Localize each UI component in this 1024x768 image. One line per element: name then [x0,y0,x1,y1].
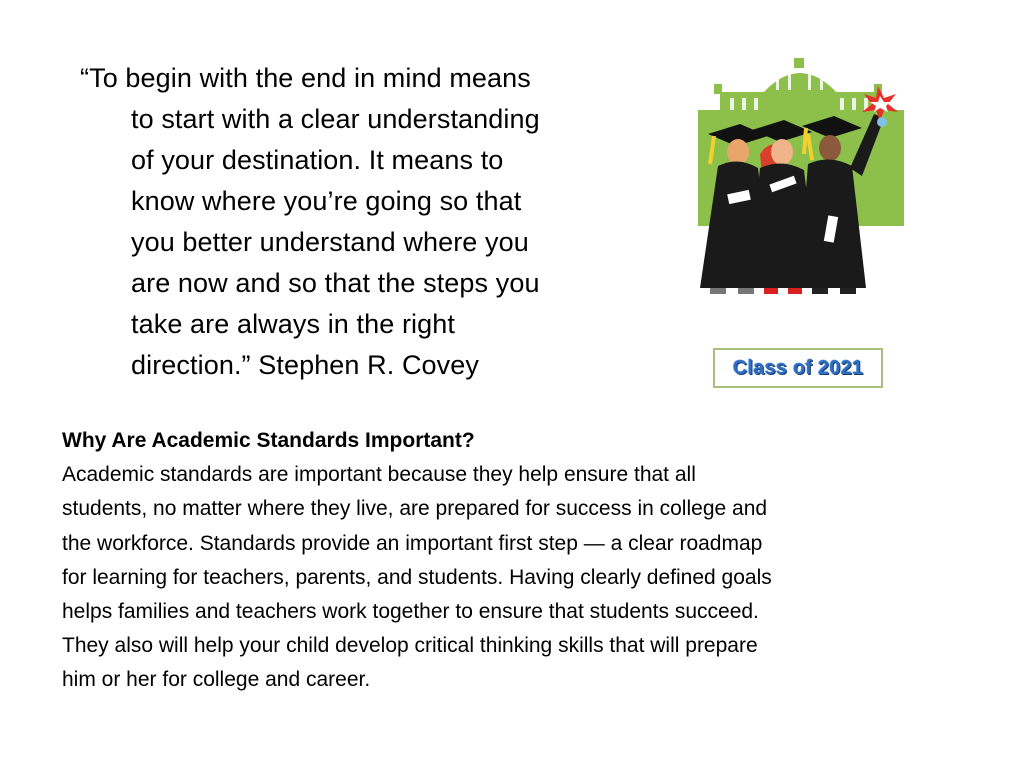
quote-line: you better understand where you [131,227,529,257]
article-line: for learning for teachers, parents, and students. Having clearly defined goals [62,565,772,589]
class-badge-label: Class of 2021 [732,356,864,379]
article-line: students, no matter where they live, are prepared for success in college and [62,497,768,521]
quote-line: “To begin with the end in mind means [80,63,531,93]
article-line: They also will help your child develop critical thinking skills that will prepare [62,634,758,658]
article-line: the workforce. Standards provide an important first step — a clear roadmap [62,531,763,555]
quote-line: of your destination. It means to [131,145,504,175]
article-line: helps families and teachers work together to ensure that students succeed. [62,600,759,624]
quote-line: to start with a clear understanding [131,104,540,134]
quote-line: know where you’re going so that [131,186,522,216]
article-line: him or her for college and career. [62,668,371,692]
quote-line: are now and so that the steps you [131,268,540,298]
article-heading: Why Are Academic Standards Important? [62,429,475,452]
article [62,424,962,698]
graduates-clipart-icon [690,56,910,300]
quote-line: take are always in the right [131,309,455,339]
class-badge [713,348,883,388]
article-line: Academic standards are important because they help ensure that all [62,463,696,487]
covey-quote [80,58,625,386]
quote-line: direction.” Stephen R. Covey [131,350,479,380]
